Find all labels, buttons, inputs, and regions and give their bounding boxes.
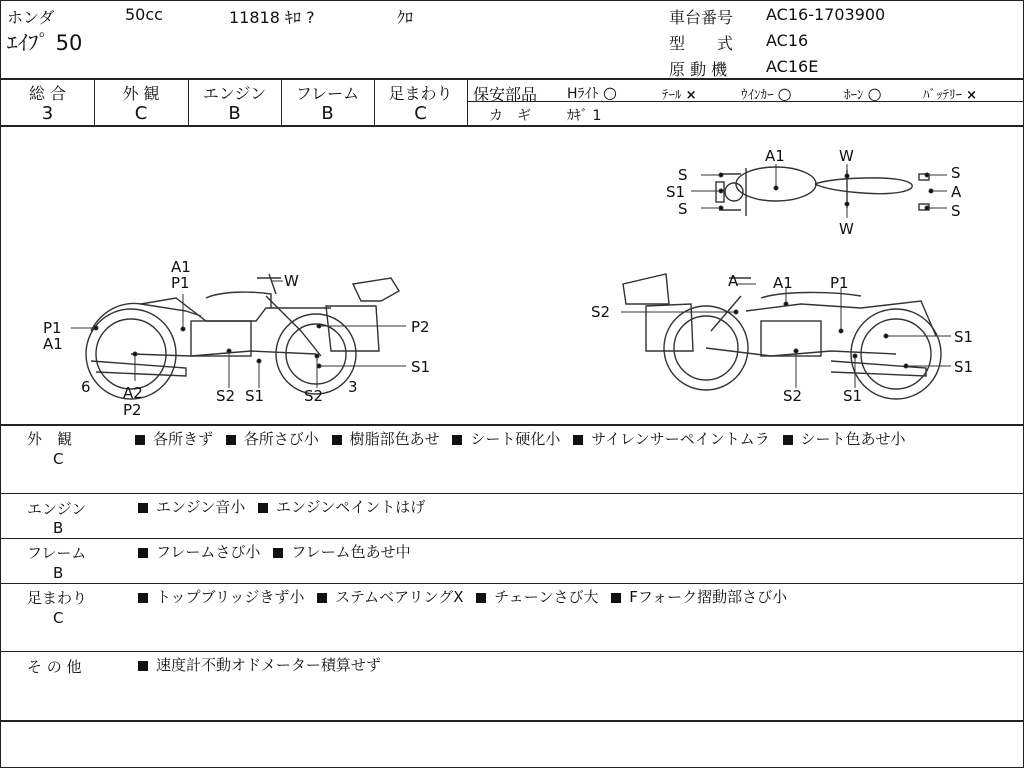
remark-frame-grade: B bbox=[53, 564, 64, 582]
safety-tail: ﾃｰﾙ × bbox=[662, 88, 697, 103]
right-a1: A1 bbox=[773, 274, 793, 292]
engine-label: 原 動 機 bbox=[669, 60, 728, 79]
key-value: ｶｷﾞ 1 bbox=[567, 108, 602, 124]
top-s-left-2: S bbox=[678, 200, 688, 218]
damage-diagram bbox=[1, 126, 1023, 424]
top-a1: A1 bbox=[765, 147, 785, 165]
color: ｸﾛ bbox=[397, 8, 414, 27]
divider bbox=[1, 720, 1023, 722]
top-a-right: A bbox=[951, 183, 962, 201]
divider bbox=[1, 424, 1023, 426]
top-w-lower: W bbox=[839, 220, 854, 238]
right-s1-upper: S1 bbox=[954, 328, 974, 346]
left-a1: A1 bbox=[171, 258, 191, 276]
mileage: 11818 ｷﾛ ? bbox=[229, 8, 315, 27]
left-three: 3 bbox=[348, 378, 358, 396]
grade-engine-label: エンジン bbox=[202, 84, 267, 103]
remark-suspension-title: 足まわり bbox=[27, 589, 88, 607]
winker-mark: ○ bbox=[777, 84, 792, 103]
top-view-bike bbox=[716, 167, 929, 216]
left-p1-front: P1 bbox=[43, 319, 62, 337]
type-label: 型 式 bbox=[669, 34, 734, 53]
grade-frame-value: B bbox=[321, 103, 334, 124]
grade-engine-value: B bbox=[228, 103, 241, 124]
remark-engine-grade: B bbox=[53, 519, 64, 537]
type-value: AC16 bbox=[766, 31, 809, 50]
remark-frame-items: フレームさび小 フレーム色あせ中 bbox=[138, 541, 411, 563]
headlight-mark: ○ bbox=[602, 83, 617, 102]
right-a: A bbox=[728, 272, 739, 290]
left-s2-bottom: S2 bbox=[304, 387, 324, 405]
grade-overall-value: 3 bbox=[41, 103, 54, 124]
remark-exterior-items: 各所きず 各所さび小 樹脂部色あせ シート硬化小 サイレンサーペイントムラ シート色あせ小 bbox=[135, 428, 1015, 450]
frame-no-label: 車台番号 bbox=[669, 8, 734, 27]
divider bbox=[467, 79, 468, 125]
grade-overall-label: 総 合 bbox=[28, 84, 67, 103]
remark-suspension-grade: C bbox=[53, 609, 64, 627]
left-s1-bottom: S1 bbox=[245, 387, 265, 405]
top-s-right-1: S bbox=[951, 164, 961, 182]
remark-other-title: そ の 他 bbox=[27, 658, 82, 676]
left-p1: P1 bbox=[171, 274, 190, 292]
tail-mark: × bbox=[685, 88, 697, 103]
safety-winker: ｳｲﾝｶｰ ○ bbox=[741, 84, 792, 103]
safety-headlight: Hﾗｲﾄ ○ bbox=[567, 83, 617, 102]
displacement: 50cc bbox=[125, 5, 163, 24]
top-s-right-2: S bbox=[951, 202, 961, 220]
divider bbox=[1, 583, 1023, 584]
remark-suspension-items: トップブリッジきず小 ステムベアリングX チェーンさび大 Fフォーク摺動部さび小 bbox=[138, 586, 787, 608]
remark-engine-title: エンジン bbox=[27, 500, 87, 518]
top-s-left-1: S bbox=[678, 166, 688, 184]
divider bbox=[1, 78, 1023, 80]
left-six: 6 bbox=[81, 378, 91, 396]
right-s2: S2 bbox=[783, 387, 803, 405]
frame-no: AC16-1703900 bbox=[766, 5, 886, 24]
top-w-upper: W bbox=[839, 147, 854, 165]
remark-frame-title: フレーム bbox=[27, 544, 87, 562]
left-p2-bottom: P2 bbox=[123, 401, 142, 419]
horn-mark: ○ bbox=[867, 84, 882, 103]
engine-value: AC16E bbox=[766, 57, 819, 76]
left-w: W bbox=[284, 272, 299, 290]
key-label: カ ギ bbox=[489, 108, 531, 124]
bullet bbox=[135, 435, 145, 445]
remark-other-items: 速度計不動オドメーター積算せず bbox=[138, 654, 381, 676]
maker: ホンダ bbox=[7, 8, 55, 27]
remark-engine-items: エンジン音小 エンジンペイントはげ bbox=[138, 496, 425, 518]
grade-exterior-value: C bbox=[134, 103, 148, 124]
left-p2: P2 bbox=[411, 318, 430, 336]
left-s2: S2 bbox=[216, 387, 236, 405]
right-s1-lower: S1 bbox=[954, 358, 974, 376]
battery-mark: × bbox=[966, 88, 978, 103]
grade-suspension-value: C bbox=[414, 103, 427, 124]
left-a2: A2 bbox=[123, 384, 143, 402]
right-p1: P1 bbox=[830, 274, 849, 292]
right-s1-bottom: S1 bbox=[843, 387, 863, 405]
model-name: ｴｲﾌﾟ 50 bbox=[7, 31, 83, 55]
safety-battery: ﾊﾞｯﾃﾘｰ × bbox=[923, 88, 978, 103]
grade-exterior-label: 外 観 bbox=[122, 84, 160, 103]
left-s1: S1 bbox=[411, 358, 431, 376]
divider bbox=[1, 538, 1023, 539]
divider bbox=[1, 493, 1023, 494]
grade-suspension-label: 足まわり bbox=[388, 84, 453, 103]
safety-title: 保安部品 bbox=[473, 85, 538, 104]
remark-exterior-title: 外 観 bbox=[27, 430, 73, 448]
divider bbox=[1, 651, 1023, 652]
safety-horn: ﾎｰﾝ ○ bbox=[844, 84, 882, 103]
remark-exterior-grade: C bbox=[53, 450, 64, 468]
top-s1-left: S1 bbox=[666, 183, 686, 201]
right-s2-left: S2 bbox=[591, 303, 611, 321]
grade-frame-label: フレーム bbox=[295, 84, 360, 103]
left-a1-front: A1 bbox=[43, 335, 63, 353]
